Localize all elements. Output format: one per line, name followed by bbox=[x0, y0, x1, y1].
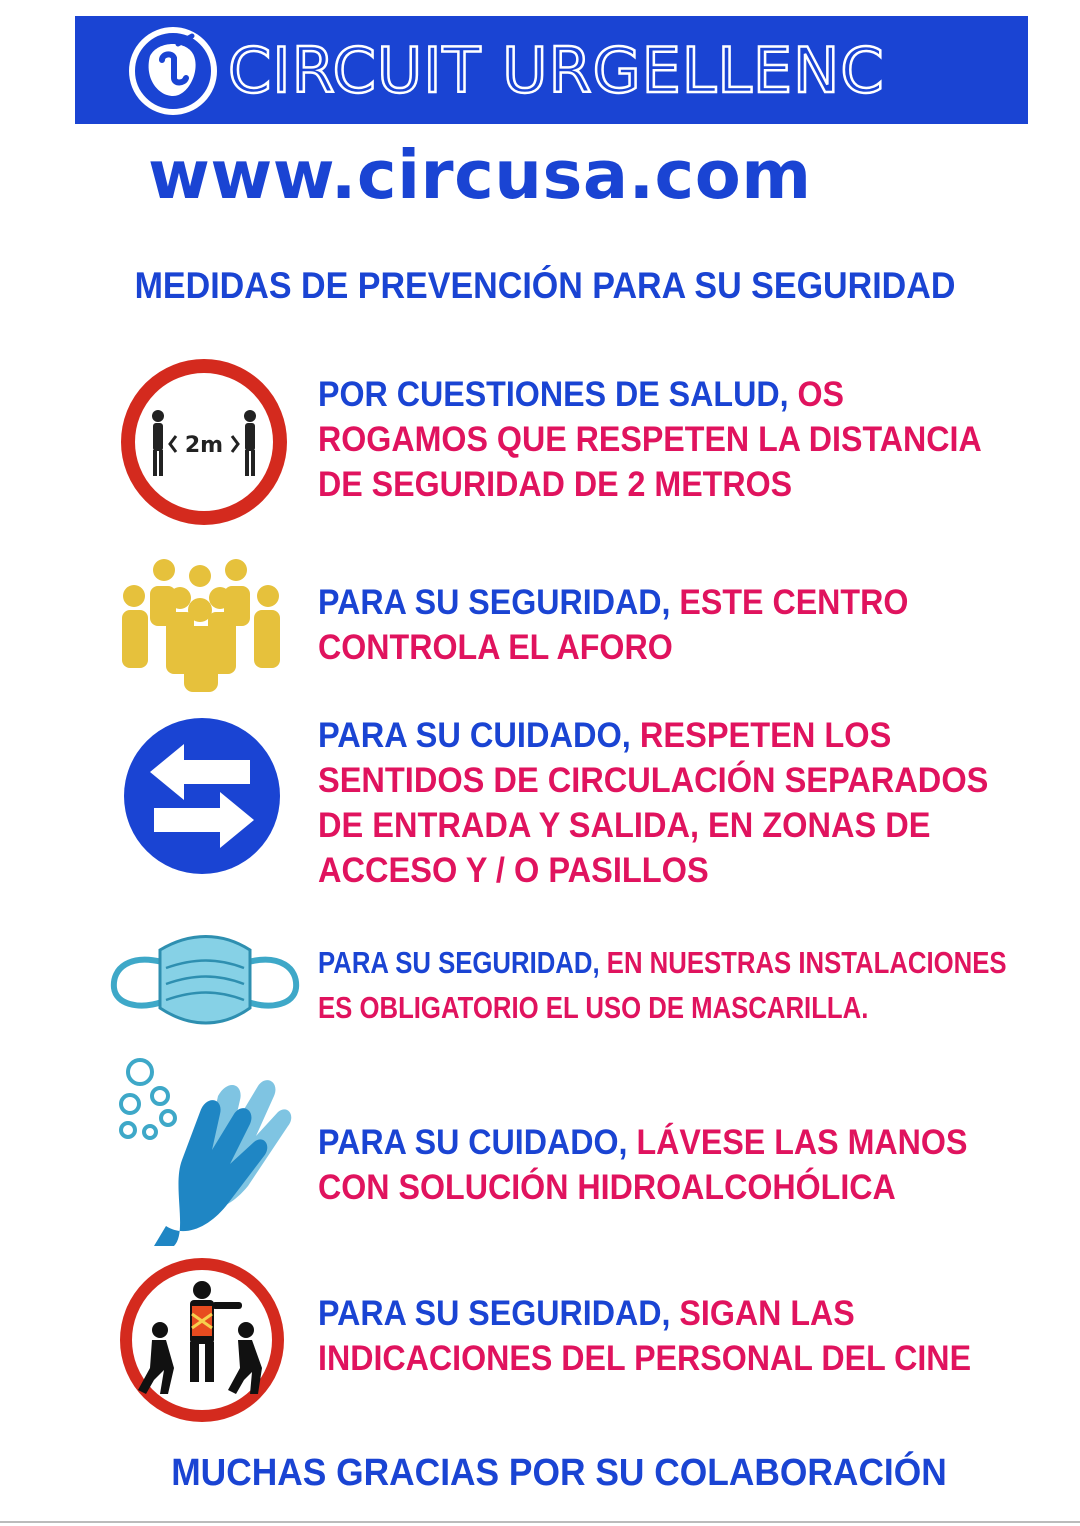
distance-label: 2m bbox=[184, 433, 224, 458]
crowd-icon bbox=[120, 558, 285, 696]
item-mask-text bbox=[318, 940, 1007, 1030]
item-detail: SENTIDOS DE CIRCULACIÓN SEPARADOS bbox=[318, 761, 989, 800]
circuit-urgellenc-logo-icon bbox=[128, 26, 218, 116]
item-detail: DE SEGURIDAD DE 2 METROS bbox=[318, 465, 793, 504]
item-highlight: PARA SU CUIDADO, bbox=[318, 716, 631, 755]
two-way-arrows-icon bbox=[122, 716, 282, 876]
item-circulation-text bbox=[318, 713, 988, 893]
item-detail: LÁVESE LAS MANOS bbox=[627, 1123, 968, 1162]
page-title: MEDIDAS DE PREVENCIÓN PARA SU SEGURIDAD bbox=[134, 265, 956, 306]
thank-you-footer: MUCHAS GRACIAS POR SU COLABORACIÓN bbox=[171, 1451, 947, 1494]
item-detail: ACCESO Y / O PASILLOS bbox=[318, 851, 709, 890]
distance-2m-sign-icon bbox=[120, 358, 288, 526]
face-mask-icon bbox=[110, 928, 300, 1038]
item-detail: RESPETEN LOS bbox=[630, 716, 892, 755]
item-detail: EN NUESTRAS INSTALACIONES bbox=[599, 945, 1007, 980]
item-distance-text bbox=[318, 372, 982, 507]
website-link[interactable]: www.circusa.com bbox=[148, 136, 812, 214]
bottom-divider bbox=[0, 1521, 1080, 1523]
item-highlight: PARA SU SEGURIDAD, bbox=[318, 945, 600, 980]
item-detail: INDICACIONES DEL PERSONAL DEL CINE bbox=[318, 1339, 972, 1378]
item-staff-text bbox=[318, 1291, 971, 1381]
item-detail: ESTE CENTRO bbox=[670, 583, 909, 622]
item-handwash-text bbox=[318, 1120, 967, 1210]
item-detail: DE ENTRADA Y SALIDA, EN ZONAS DE bbox=[318, 806, 931, 845]
item-highlight: PARA SU SEGURIDAD, bbox=[318, 583, 671, 622]
item-detail: SIGAN LAS bbox=[670, 1294, 855, 1333]
item-highlight: PARA SU CUIDADO, bbox=[318, 1123, 628, 1162]
item-detail: CON SOLUCIÓN HIDROALCOHÓLICA bbox=[318, 1168, 896, 1207]
brand-name: CIRCUIT URGELLENC bbox=[228, 33, 885, 107]
item-detail: ES OBLIGATORIO EL USO DE MASCARILLA. bbox=[318, 990, 869, 1025]
item-detail: OS bbox=[788, 375, 845, 414]
item-highlight: POR CUESTIONES DE SALUD, bbox=[318, 375, 789, 414]
hand-washing-icon bbox=[108, 1056, 298, 1246]
item-capacity-text bbox=[318, 580, 908, 670]
item-detail: CONTROLA EL AFORO bbox=[318, 628, 673, 667]
staff-guidance-sign-icon bbox=[118, 1256, 286, 1424]
item-detail: ROGAMOS QUE RESPETEN LA DISTANCIA bbox=[318, 420, 982, 459]
item-highlight: PARA SU SEGURIDAD, bbox=[318, 1294, 671, 1333]
